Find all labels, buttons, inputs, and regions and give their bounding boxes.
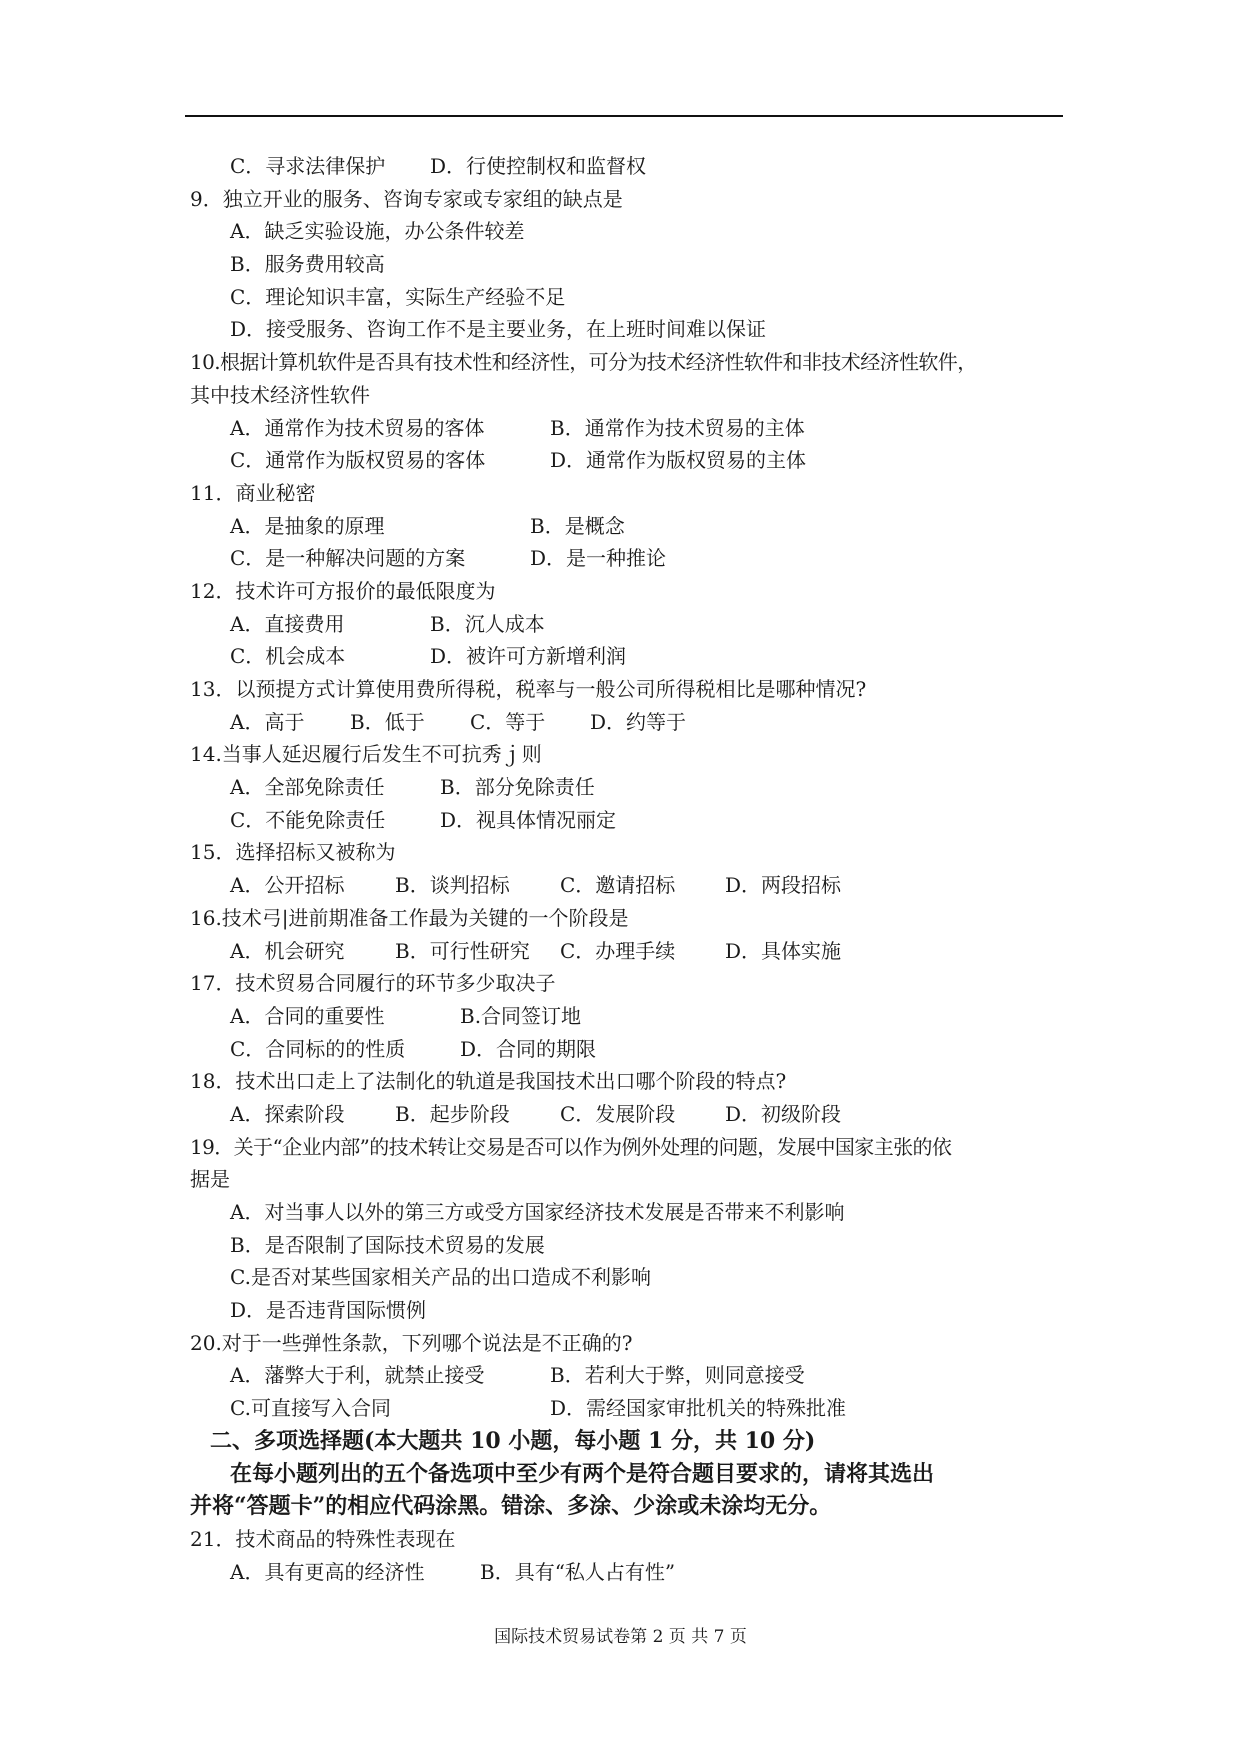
q11-options-cd	[190, 542, 1070, 575]
q12-option-d: D．被许可方新增利润	[430, 644, 627, 669]
q20-option-d: D．需经国家审批机关的特殊批准	[550, 1396, 847, 1421]
q16-option-b: B．可行性研究	[395, 938, 530, 963]
q13-option-d: D．约等于	[590, 709, 687, 734]
q8-options-cd	[190, 150, 1070, 183]
q15-stem: 15．选择招标又被称为	[190, 840, 396, 865]
q12-option-a: A．直接费用	[230, 611, 345, 636]
q13-option-c: C．等于	[470, 709, 546, 734]
q8-option-d: D．行使控制权和监督权	[430, 154, 647, 178]
q19-stem-line1: 19．关于“企业内部”的技术转让交易是否可以作为例外处理的问题，发展中国家主张的依	[190, 1134, 952, 1159]
q9-option-b: B．服务费用较高	[230, 252, 385, 277]
q21-options-ab	[190, 1556, 1070, 1589]
q8-option-c: C．寻求法律保护	[230, 154, 386, 178]
q14-option-a: A．全部免除责任	[230, 775, 385, 800]
q16-option-a: A．机会研究	[230, 938, 345, 963]
q10-option-c: C．通常作为版权贸易的客体	[230, 448, 486, 473]
q12-option-b: B．沉人成本	[430, 611, 545, 636]
q17-options-cd	[190, 1033, 1070, 1066]
q17-option-b: B.合同签订地	[460, 1003, 582, 1028]
q12-options-ab	[190, 608, 1070, 641]
q18-option-d: D．初级阶段	[725, 1101, 842, 1126]
q20-options-ab	[190, 1359, 1070, 1392]
section2-heading: 二、多项选择题(本大题共 10 小题，每小题 1 分，共 10 分)	[210, 1427, 816, 1454]
q20-option-a: A．藩弊大于利，就禁止接受	[230, 1363, 485, 1388]
section2-instructions-line1: 在每小题列出的五个备选项中至少有两个是符合题目要求的，请将其选出	[230, 1460, 935, 1487]
q17-options-ab	[190, 1000, 1070, 1033]
q11-option-c: C．是一种解决问题的方案	[230, 546, 466, 571]
q11-option-a: A．是抽象的原理	[230, 513, 385, 538]
q20-option-c: C.可直接写入合同	[230, 1396, 391, 1421]
q9-stem: 9．独立开业的服务、咨询专家或专家组的缺点是	[190, 186, 623, 211]
q15-options	[190, 869, 1070, 902]
q18-option-b: B．起步阶段	[395, 1101, 510, 1126]
section2-instructions-line2: 并将“答题卡”的相应代码涂黑。错涂、多涂、少涂或未涂均无分。	[190, 1493, 832, 1520]
q11-options-ab	[190, 510, 1070, 543]
q11-option-d: D．是一种推论	[530, 546, 667, 571]
q17-stem: 17．技术贸易合同履行的环节多少取决子	[190, 971, 556, 996]
q19-option-d: D．是否违背国际惯例	[230, 1298, 427, 1323]
q20-stem: 20.对于一些弹性条款，下列哪个说法是不正确的?	[190, 1330, 633, 1355]
q21-stem: 21．技术商品的特殊性表现在	[190, 1526, 456, 1551]
page-footer: 国际技术贸易试卷第 2 页 共 7 页	[494, 1627, 747, 1647]
q9-option-a: A．缺乏实验设施，办公条件较差	[230, 219, 525, 244]
q21-option-b: B．具有“私人占有性”	[480, 1559, 676, 1584]
q13-options	[190, 706, 1070, 739]
q10-options-cd	[190, 444, 1070, 477]
q18-option-c: C．发展阶段	[560, 1101, 676, 1126]
q19-stem-line2: 据是	[190, 1167, 230, 1192]
q21-option-a: A．具有更高的经济性	[230, 1559, 425, 1584]
q14-option-b: B．部分免除责任	[440, 775, 595, 800]
q13-option-a: A．高于	[230, 709, 305, 734]
q14-option-d: D．视具体情况丽定	[440, 807, 617, 832]
q18-stem: 18．技术出口走上了法制化的轨道是我国技术出口哪个阶段的特点?	[190, 1069, 787, 1094]
q10-stem-line1: 10.根据计算机软件是否具有技术性和经济性，可分为技术经济性软件和非技术经济性软件，	[190, 350, 977, 375]
q19-option-a: A．对当事人以外的第三方或受方国家经济技术发展是否带来不利影响	[230, 1200, 845, 1224]
q10-stem-line2: 其中技术经济性软件	[190, 382, 370, 407]
q9-option-d: D．接受服务、咨询工作不是主要业务，在上班时间难以保证	[230, 317, 767, 342]
q14-option-c: C．不能免除责任	[230, 807, 386, 832]
q18-options	[190, 1098, 1070, 1131]
q15-option-b: B．谈判招标	[395, 873, 510, 898]
q16-option-d: D．具体实施	[725, 938, 842, 963]
q19-option-c: C.是否对某些国家相关产品的出口造成不利影响	[230, 1265, 651, 1290]
q14-options-cd	[190, 804, 1070, 837]
q20-options-cd	[190, 1392, 1070, 1425]
q13-option-b: B．低于	[350, 709, 425, 734]
q11-stem: 11．商业秘密	[190, 480, 316, 505]
q11-option-b: B．是概念	[530, 513, 625, 538]
q16-option-c: C．办理手续	[560, 938, 676, 963]
q14-stem: 14.当事人延迟履行后发生不可抗秀ｊ则	[190, 742, 542, 767]
q10-option-a: A．通常作为技术贸易的客体	[230, 415, 485, 440]
q10-option-d: D．通常作为版权贸易的主体	[550, 448, 807, 473]
q17-option-d: D．合同的期限	[460, 1036, 597, 1061]
page-body	[190, 150, 1070, 1588]
q12-option-c: C．机会成本	[230, 644, 346, 669]
q16-options	[190, 935, 1070, 968]
q10-options-ab	[190, 412, 1070, 445]
q12-options-cd	[190, 640, 1070, 673]
q10-option-b: B．通常作为技术贸易的主体	[550, 415, 805, 440]
q17-option-c: C．合同标的的性质	[230, 1036, 406, 1061]
q15-option-a: A．公开招标	[230, 873, 345, 898]
header-rule	[185, 115, 1063, 117]
q19-option-b: B．是否限制了国际技术贸易的发展	[230, 1232, 545, 1257]
q14-options-ab	[190, 771, 1070, 804]
q13-stem: 13．以预提方式计算使用费所得税，税率与一般公司所得税相比是哪种情况?	[190, 677, 867, 701]
q12-stem: 12．技术许可方报价的最低限度为	[190, 578, 496, 603]
q15-option-c: C．邀请招标	[560, 873, 676, 898]
q9-option-c: C．理论知识丰富，实际生产经验不足	[230, 284, 566, 309]
q16-stem: 16.技术弓|进前期准备工作最为关键的一个阶段是	[190, 905, 629, 930]
q17-option-a: A．合同的重要性	[230, 1003, 385, 1028]
q20-option-b: B．若利大于弊，则同意接受	[550, 1363, 805, 1388]
q18-option-a: A．探索阶段	[230, 1101, 345, 1126]
q15-option-d: D．两段招标	[725, 873, 842, 898]
